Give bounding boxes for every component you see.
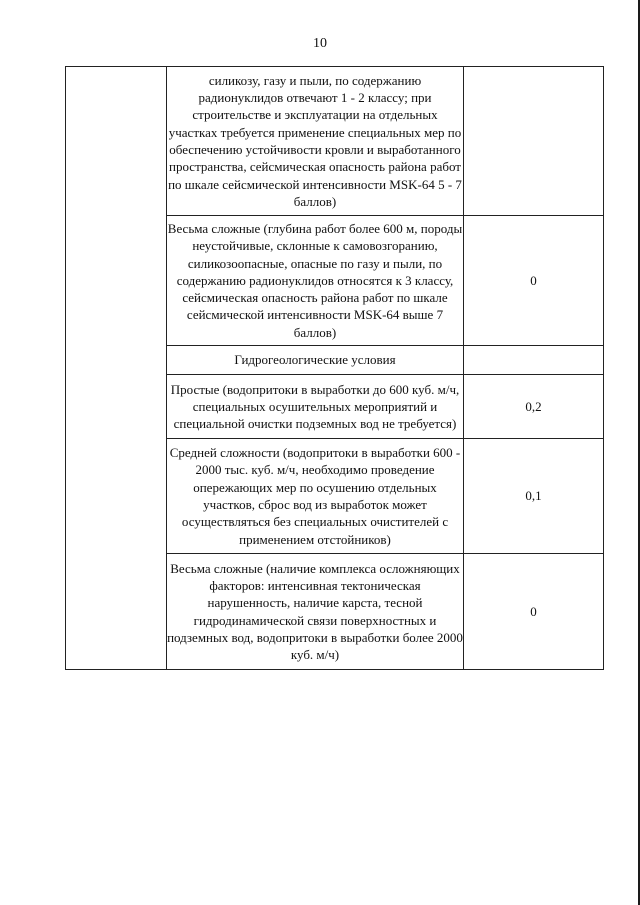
condition-text: Средней сложности (водопритоки в выработки 600 - 2000 тыс. куб. м/ч, необходимо проведение опережающих мер по осушению отдельных участков, сброс вод из выработок может осуществляться без специальных очистителей с применением отстойников) [169,445,461,547]
criteria-table [65,66,604,670]
value-text: 0 [530,272,537,288]
condition-cell [167,439,464,554]
condition-text: силикозу, газу и пыли, по содержанию радионуклидов отвечают 1 - 2 классу; при строительстве и эксплуатации на отдельных участках требуется применение специальных мер по обеспечению устойчивости кровли и выработанного пространства, сейсмическая опасность района работ по шкале сейсмической интенсивности MSK-64 5 - 7 баллов) [168,72,462,209]
condition-cell [167,554,464,670]
table-row [66,67,604,216]
left-column-cell [66,67,167,670]
condition-cell [167,216,464,346]
section-header-text: Гидрогеологические условия [234,352,396,368]
value-cell [464,216,604,346]
value-cell [464,346,604,375]
value-text: 0 [530,603,537,619]
value-cell [464,67,604,216]
condition-text: Простые (водопритоки в выработки до 600 куб. м/ч, специальных осушительных мероприятий и специальной очистки подземных вод не требуется) [170,381,460,432]
condition-text: Весьма сложные (глубина работ более 600 м, породы неустойчивые, склонные к самовозгоранию, силикозоопасные, опасные по газу и пыли, по содержанию радионуклидов относятся к 3 классу, сейсмическая опасность района работ по шкале сейсмической интенсивности MSK-64 выше 7 баллов) [167,220,463,340]
value-text: 0,1 [525,488,542,504]
value-cell [464,375,604,439]
value-text: 0,2 [525,398,542,414]
value-cell [464,439,604,554]
condition-cell [167,67,464,216]
condition-text: Весьма сложные (наличие комплекса осложняющих факторов: интенсивная тектоническая нарушенность, наличие карста, тесной гидродинамической связи поверхностных и подземных вод, водопритоки в выработки более 2000 куб. м/ч) [167,560,463,663]
condition-cell [167,375,464,439]
section-header-cell [167,346,464,375]
page-number: 10 [313,36,327,51]
value-cell [464,554,604,670]
